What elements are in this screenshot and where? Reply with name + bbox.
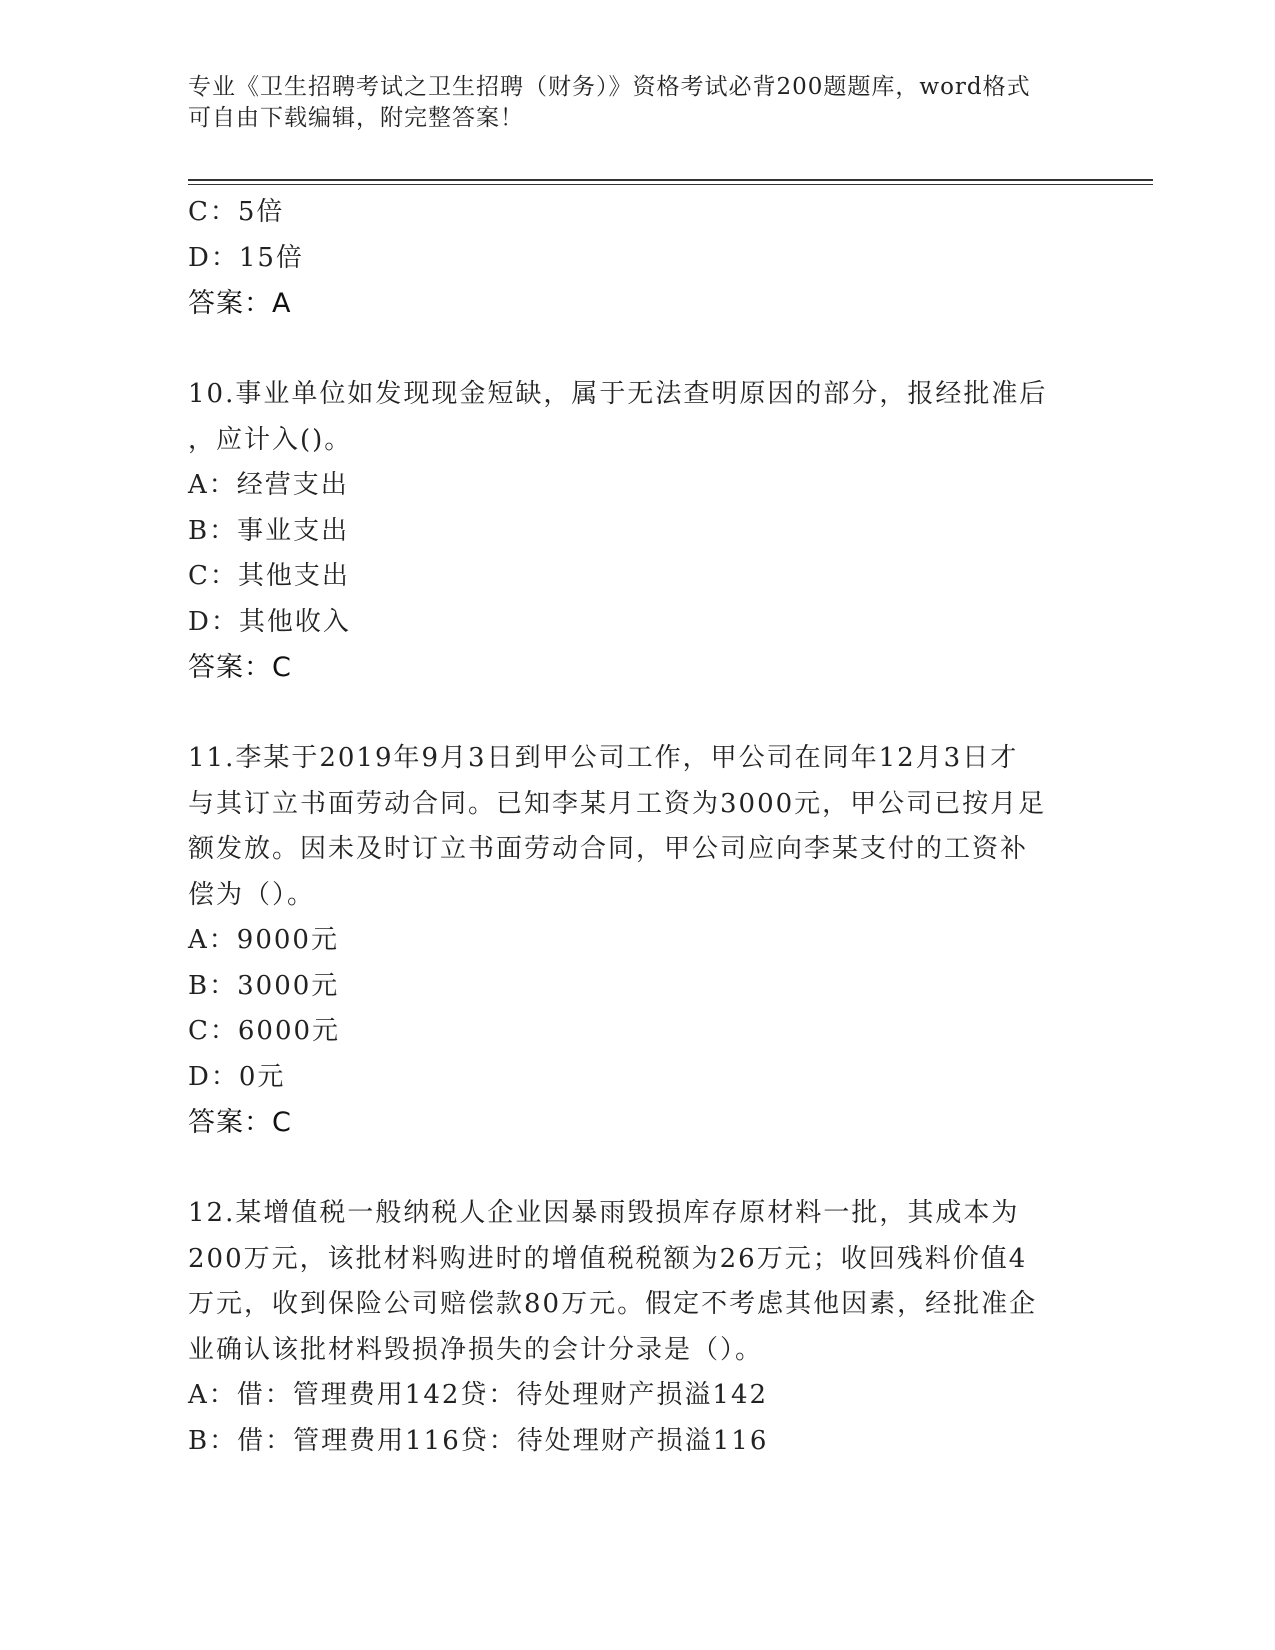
question-stem-line: 11.李某于2019年9月3日到甲公司工作，甲公司在同年12月3日才 (188, 743, 1019, 773)
option-d: D：0元 (188, 1061, 286, 1092)
option-a: A：借：管理费用142贷：待处理财产损溢142 (188, 1380, 769, 1410)
header-line-1: 专业《卫生招聘考试之卫生招聘（财务）》资格考试必背200题题库，word格式 (188, 74, 1031, 100)
question-9-tail (188, 190, 1088, 327)
question-stem-line: 200万元，该批材料购进时的增值税税额为26万元；收回残料价值4 (188, 1243, 1028, 1274)
spacer (188, 1146, 1088, 1192)
option-c: C：5倍 (188, 197, 285, 227)
question-12 (188, 1191, 1088, 1464)
question-stem-line: 12.某增值税一般纳税人企业因暴雨毁损库存原材料一批，其成本为 (188, 1198, 1020, 1228)
answer-line: 答案：C (188, 1107, 292, 1138)
question-stem-line: 与其订立书面劳动合同。已知李某月工资为3000元，甲公司已按月足 (188, 788, 1047, 819)
question-stem-line: 额发放。因未及时订立书面劳动合同，甲公司应向李某支付的工资补 (188, 834, 1029, 864)
option-b: B：借：管理费用116贷：待处理财产损溢116 (188, 1425, 769, 1456)
option-b: B：事业支出 (188, 515, 350, 546)
spacer (188, 691, 1088, 737)
option-a: A：9000元 (188, 925, 339, 955)
question-stem-line: 偿为（）。 (188, 879, 316, 910)
document-header (188, 72, 1088, 134)
question-list (188, 190, 1088, 1464)
answer-line: 答案：C (188, 652, 292, 683)
option-b: B：3000元 (188, 970, 340, 1001)
question-11 (188, 736, 1088, 1146)
question-stem-line: 10.事业单位如发现现金短缺，属于无法查明原因的部分，报经批准后 (188, 379, 1048, 409)
header-rule-thick (188, 179, 1153, 181)
option-a: A：经营支出 (188, 470, 349, 500)
header-line-2: 可自由下载编辑，附完整答案！ (188, 105, 524, 131)
spacer (188, 327, 1088, 373)
question-stem-line: ，应计入()。 (188, 424, 353, 455)
answer-line: 答案：A (188, 288, 292, 319)
option-c: C：其他支出 (188, 561, 350, 591)
question-10 (188, 372, 1088, 691)
option-c: C：6000元 (188, 1016, 341, 1046)
option-d: D：其他收入 (188, 606, 351, 637)
question-stem-line: 业确认该批材料毁损净损失的会计分录是（）。 (188, 1334, 764, 1365)
header-rule-thin (188, 184, 1153, 185)
question-stem-line: 万元，收到保险公司赔偿款80万元。假定不考虑其他因素，经批准企 (188, 1289, 1038, 1319)
option-d: D：15倍 (188, 242, 304, 273)
